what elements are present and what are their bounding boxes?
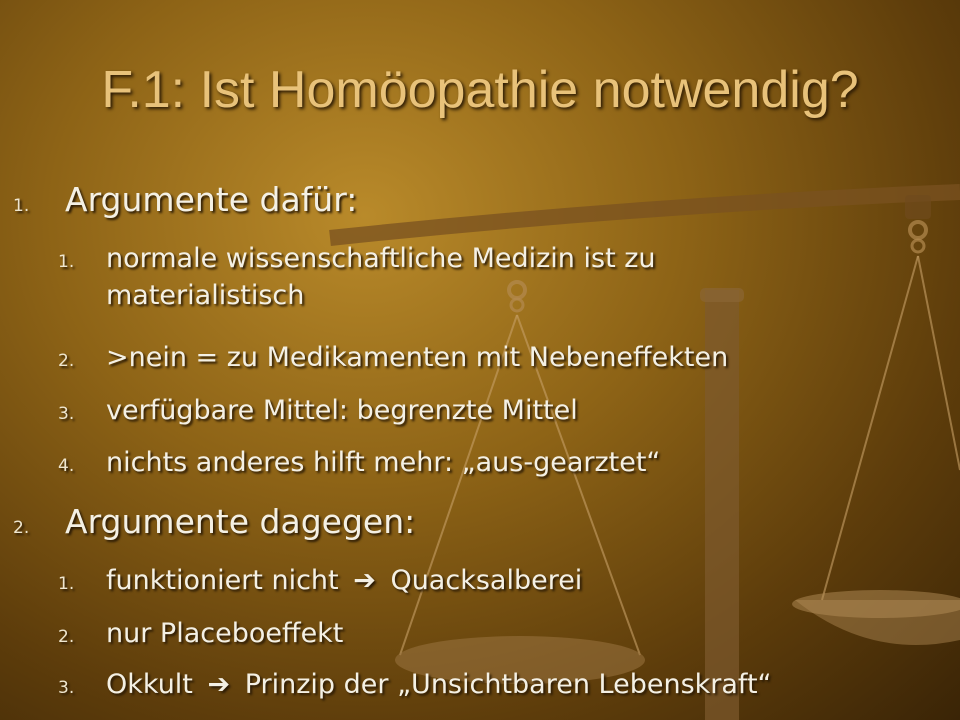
list-number: 3. bbox=[58, 678, 75, 698]
list-item-text bbox=[106, 666, 772, 703]
section-heading-pro bbox=[13, 180, 357, 219]
section-heading-contra bbox=[13, 502, 415, 541]
arrow-right-icon: ➔ bbox=[207, 669, 231, 700]
list-item bbox=[58, 444, 918, 481]
list-number: 3. bbox=[58, 404, 75, 424]
list-item-text-before: Okkult bbox=[106, 669, 193, 700]
list-number: 1. bbox=[58, 574, 75, 594]
section-heading-text: Argumente dafür: bbox=[65, 180, 358, 219]
list-item bbox=[58, 240, 918, 314]
list-item bbox=[58, 666, 918, 703]
list-item-text: nichts anderes hilft mehr: „aus-gearztet“ bbox=[106, 447, 661, 478]
list-number: 2. bbox=[13, 518, 30, 538]
list-item bbox=[58, 562, 918, 599]
list-item-text-after: Prinzip der „Unsichtbaren Lebenskraft“ bbox=[244, 669, 772, 700]
list-number: 2. bbox=[58, 627, 75, 647]
list-item bbox=[58, 339, 918, 376]
list-item-text: normale wissenschaftliche Medizin ist zu materialistisch bbox=[106, 243, 656, 311]
list-item-text-before: funktioniert nicht bbox=[106, 565, 339, 596]
arrow-right-icon: ➔ bbox=[353, 565, 376, 596]
list-item-text-after: Quacksalberei bbox=[390, 565, 583, 596]
list-number: 1. bbox=[58, 252, 75, 272]
slide-title: F.1: Ist Homöopathie notwendig? bbox=[101, 61, 859, 119]
list-item-text: verfügbare Mittel: begrenzte Mittel bbox=[106, 395, 578, 426]
list-number: 4. bbox=[58, 456, 75, 476]
list-item-text: >nein = zu Medikamenten mit Nebeneffekten bbox=[106, 342, 729, 373]
list-item-text bbox=[106, 562, 582, 599]
list-item-text: nur Placeboeffekt bbox=[106, 618, 344, 649]
list-item bbox=[58, 615, 918, 652]
list-number: 1. bbox=[13, 196, 30, 216]
section-heading-text: Argumente dagegen: bbox=[65, 502, 416, 541]
list-number: 2. bbox=[58, 351, 75, 371]
list-item bbox=[58, 392, 918, 429]
